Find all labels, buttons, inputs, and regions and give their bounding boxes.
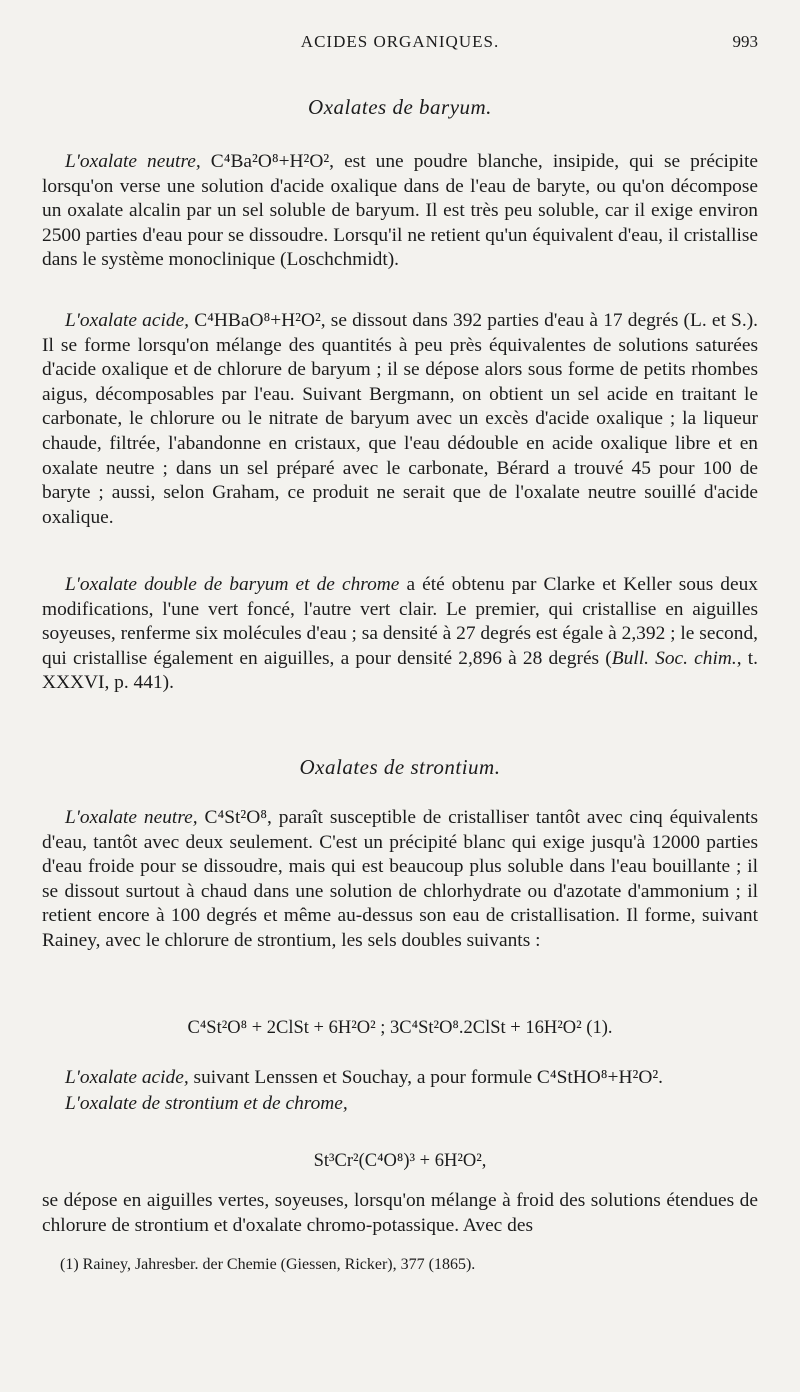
paragraph-barium-acid [42,309,758,530]
section-title-barium: Oxalates de baryum. [308,95,492,119]
reference-bulletin: Bull. Soc. chim. [611,647,737,669]
term-oxalate-double: L'oxalate double de baryum et de chrome [65,574,400,595]
formula-double-salts: C⁴St²O⁸ + 2ClSt + 6H²O² ; 3C⁴St²O⁸.2ClSt + 16H²O² (1). [187,1018,613,1038]
formula-strontium-chrome: St³Cr²(C⁴O⁸)³ + 6H²O², [313,1151,487,1171]
paragraph-text: C⁴Ba²O⁸+H²O², est une poudre blanche, insipide, qui se précipite lorsqu'on verse une solution d'acide oxalique dans de l'eau de baryte, ou qu'on décompose un oxalate alcalin par un sel soluble de baryum. Il est très peu soluble, car il exige environ 2500 parties d'eau pour se dissoudre. Lorsqu'il ne retient qu'un équivalent d'eau, il cristallise dans le système monoclinique (Loschchmidt). [42,151,758,271]
paragraph-text: C⁴St²O⁸, paraît susceptible de cristalliser tantôt avec cinq équivalents d'eau, tantôt avec deux seulement. C'est un précipité blanc qui exige jusqu'à 12000 parties d'eau froide pour se dissoudre, mais qui est beaucoup plus soluble dans l'eau bouillante ; il se dissout surtout à chaud dans une solution de chlorhydrate ou d'azotate d'ammonium ; il retient encore à 100 degrés et même au-dessus son eau de cristallisation. Il forme, suivant Rainey, avec le chlorure de strontium, les sels doubles suivants : [42,807,758,951]
paragraph-text: a été obtenu par Clarke et Keller sous deux modifications, l'une vert foncé, l'autre vert clair. Le premier, qui cristallise en aiguilles soyeuses, renferme six molécules d'eau ; sa densité à 27 degrés est égale à 2,392 ; le second, qui cristallise également en aiguilles, a pour densité 2,896 à 28 degrés ( [42,574,758,669]
paragraph-barium-neutral [42,150,758,273]
paragraph-barium-chrome [42,573,758,696]
running-head: ACIDES ORGANIQUES. [300,32,500,51]
paragraph-text: suivant Lenssen et Souchay, a pour formule C⁴StHO⁸+H²O². [188,1067,663,1088]
term-oxalate-acide: L'oxalate acide, [65,1067,189,1088]
term-oxalate-neutre: L'oxalate neutre, [65,807,198,828]
paragraph-strontium-chrome [42,1092,758,1117]
section-title-strontium: Oxalates de strontium. [299,755,501,779]
paragraph-strontium-neutral [42,806,758,954]
paragraph-text: C⁴HBaO⁸+H²O², se dissout dans 392 parties d'eau à 17 degrés (L. et S.). Il se forme lorsqu'on mélange des quantités à peu près équivalentes de solutions saturées d'acide oxalique et de chlorure de baryum ; il se dépose alors sous forme de petits rhombes aigus, décomposables par l'eau. Suivant Bergmann, on obtient un sel acide en traitant le carbonate, le chlorure ou le nitrate de baryum avec un excès d'acide oxalique ; la liqueur chaude, filtrée, l'abandonne en cristaux, que l'eau dédouble en acide oxalique libre et en oxalate neutre ; dans un sel préparé avec le carbonate, Bérard a trouvé 45 pour 100 de baryte ; aussi, selon Graham, ce produit ne serait que de l'oxalate neutre souillé d'acide oxalique. [42,310,758,528]
term-oxalate-strontium-chrome: L'oxalate de strontium et de chrome, [65,1093,348,1114]
reference-end: , t. XXXVI, p. 441). [42,647,759,694]
paragraph-strontium-chrome-continued: se dépose en aiguilles vertes, soyeuses, lorsqu'on mélange à froid des solutions étendues de chlorure de strontium et d'oxalate chromo-potassique. Avec des [42,1190,758,1236]
footnote: (1) Rainey, Jahresber. der Chemie (Giessen, Ricker), 377 (1865). [60,1256,476,1273]
page-number: 993 [732,32,758,51]
term-oxalate-acide: L'oxalate acide, [65,310,190,331]
paragraph-strontium-acid [42,1066,758,1091]
page-header [42,30,758,56]
term-oxalate-neutre: L'oxalate neutre, [65,151,201,172]
